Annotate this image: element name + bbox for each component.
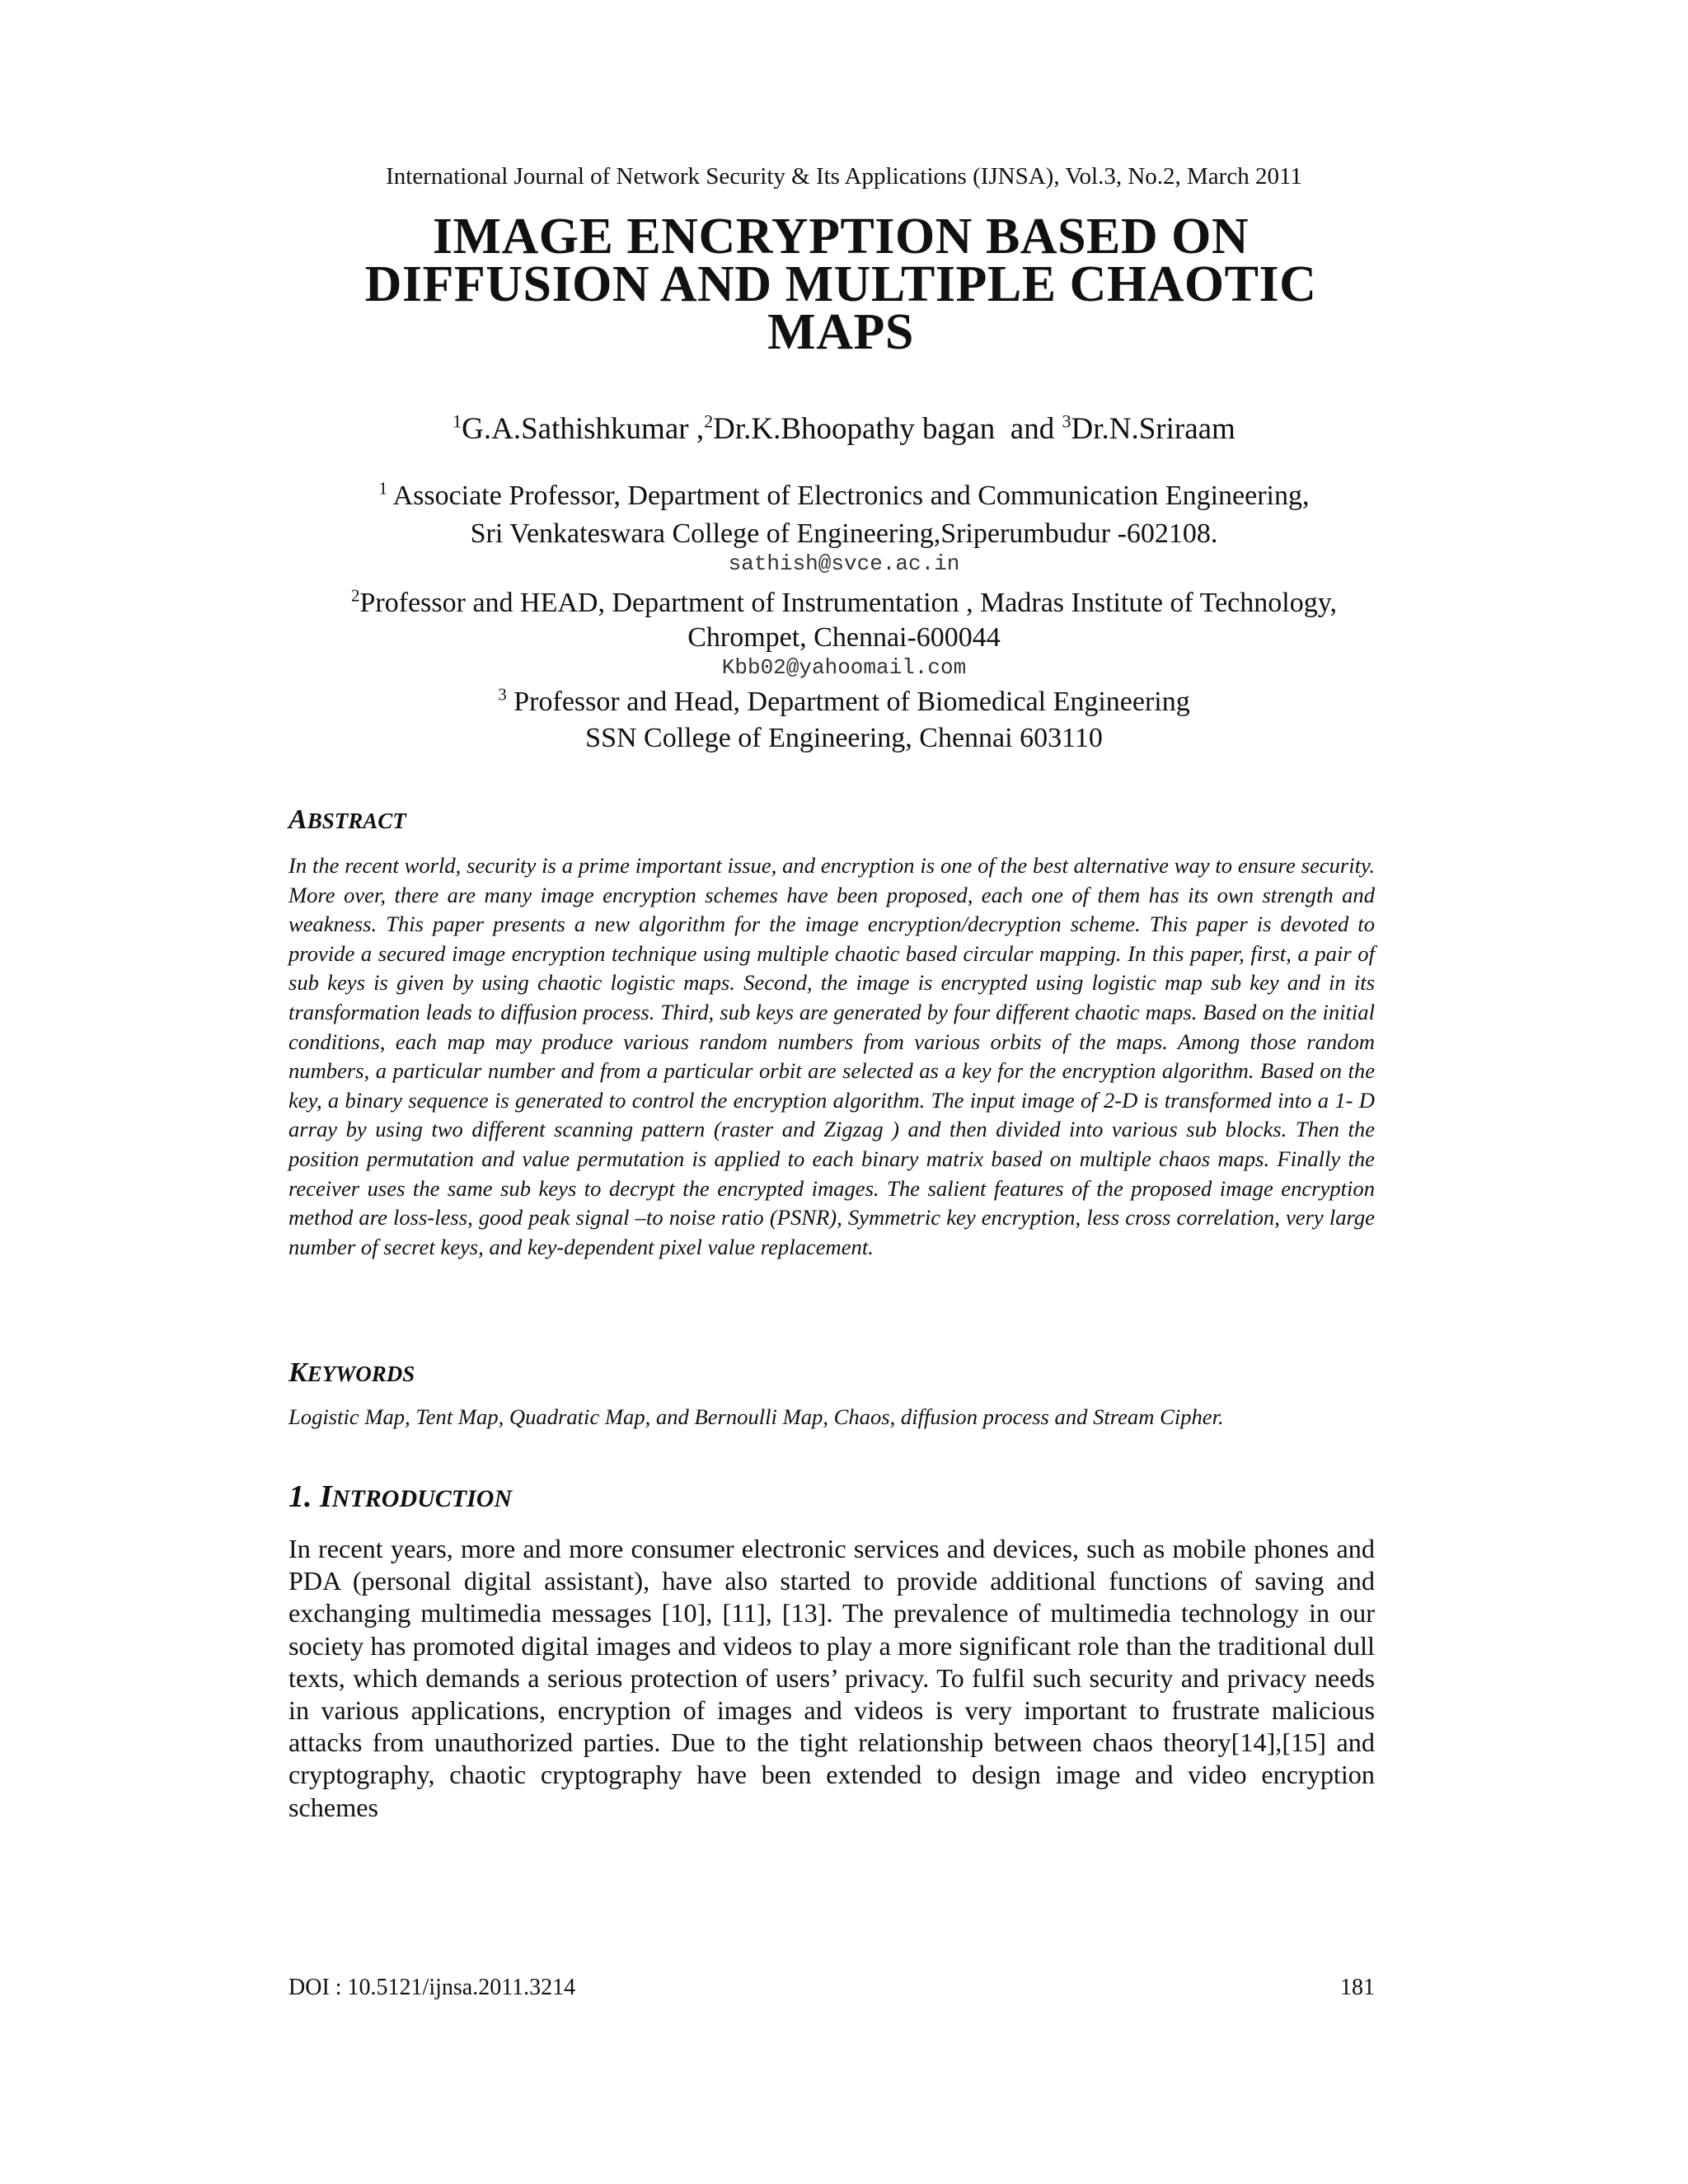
affiliation-1-line-2: Sri Venkateswara College of Engineering,Sriperumbudur -602108.: [470, 518, 1218, 549]
title-line-2: DIFFUSION AND MULTIPLE CHAOTIC: [364, 256, 1317, 312]
author-1: G.A.Sathishkumar ,: [462, 412, 705, 446]
paper-title: [247, 209, 1434, 360]
affiliation-2-marker: 2: [351, 585, 360, 606]
affiliation-2-line-2: Chrompet, Chennai-600044: [687, 622, 1001, 653]
title-line-1: IMAGE ENCRYPTION BASED ON: [432, 209, 1250, 265]
author-list: [0, 410, 1688, 448]
author-1-marker: 1: [452, 410, 462, 432]
abstract-text: In the recent world, security is a prime important issue, and encryption is one of the best alternative way to ensure security. More over, there are many image encryption schemes have been proposed, each one of them has its own strength and weakness. This paper presents a new algorithm for the image encryption/decryption scheme. This paper is devoted to provide a secured image encryption technique using multiple chaotic based circular mapping. In this paper, first, a pair of sub keys is given by using chaotic logistic maps. Second, the image is encrypted using logistic map sub key and in its transformation leads to diffusion process. Third, sub keys are generated by four different chaotic maps. Based on the initial conditions, each map may produce various random numbers from various orbits of the maps. Among those random numbers, a particular number and from a particular orbit are selected as a key for the encryption algorithm. Based on the key, a binary sequence is generated to control the encryption algorithm. The input image of 2-D is transformed into a 1- D array by using two different scanning pattern (raster and Zigzag ) and then divided into various sub blocks. Then the position permutation and value permutation is applied to each binary matrix based on multiple chaos maps. Finally the receiver uses the same sub keys to decrypt the encrypted images. The salient features of the proposed image encryption method are loss-less, good peak signal –to noise ratio (PSNR), Symmetric key encryption, less cross correlation, very large number of secret keys, and key-dependent pixel value replacement.: [288, 853, 1375, 1259]
affiliation-1-email: sathish@svce.ac.in: [728, 551, 960, 576]
author-3: Dr.N.Sriraam: [1071, 412, 1236, 446]
keywords-heading: KEYWORDS: [288, 1357, 415, 1388]
affiliation-1-line-1: $^1$ Associate Professor, Department of Electronics and Communication Engineering,: [378, 478, 1310, 511]
author-3-marker: 3: [1062, 410, 1071, 432]
journal-header: International Journal of Network Security & Its Applications (IJNSA), Vol.3, No.2, March 2011: [386, 163, 1302, 190]
footer-doi: DOI : 10.5121/ijnsa.2011.3214: [288, 1975, 576, 2000]
affiliation-2-line-1: $^2$Professor and HEAD, Department of Instrumentation , Madras Institute of Technology,: [351, 585, 1337, 618]
affiliation-3-line-2: SSN College of Engineering, Chennai 603110: [585, 723, 1103, 753]
affiliation-2-email: Kbb02@yahoomail.com: [721, 655, 967, 680]
title-line-3: MAPS: [767, 304, 914, 360]
introduction-heading: 1. INTRODUCTION: [288, 1479, 513, 1514]
author-2-marker: 2: [704, 410, 714, 432]
abstract-heading: ABSTRACT: [288, 804, 406, 835]
affiliation-3-marker: 3: [498, 684, 507, 705]
author-2: Dr.K.Bhoopathy bagan and: [713, 412, 1062, 446]
introduction-text: In recent years, more and more consumer electronic services and devices, such as mobile phones and PDA (personal digital assistant), have also started to provide additional functions of saving and exchanging multimedia messages [10], [11], [13]. The prevalence of multimedia technology in our society has promoted digital images and videos to play a more significant role than the traditional dull texts, which demands a serious protection of users’ privacy. To fulfil such security and privacy needs in various applications, encryption of images and videos is very important to frustrate malicious attacks from unauthorized parties. Due to the tight relationship between chaos theory[14],[15] and cryptography, chaotic cryptography have been extended to design image and video encryption schemes: [288, 1534, 1375, 1822]
affiliation-1-marker: 1: [378, 478, 388, 499]
affiliation-3-line-1: $^3$ Professor and Head, Department of Biomedical Engineering: [498, 684, 1190, 717]
page-number: 181: [1340, 1975, 1375, 2000]
keywords-text: Logistic Map, Tent Map, Quadratic Map, and Bernoulli Map, Chaos, diffusion process and Stream Cipher.: [288, 1404, 1224, 1429]
